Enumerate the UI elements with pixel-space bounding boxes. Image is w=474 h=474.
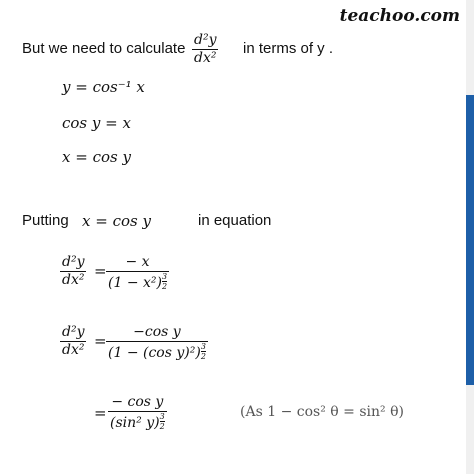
eq3-rhs-fraction (108, 394, 167, 432)
eq3-equals: = (94, 404, 107, 422)
eq2-rhs-num: −cos y (133, 324, 181, 340)
intro-text-before: But we need to calculate (22, 40, 186, 57)
eq3-exponent-num: 3 (159, 412, 165, 421)
eq1-lhs-fraction (60, 254, 86, 289)
eq2-lhs-fraction (60, 324, 86, 359)
step-line-3: x = cos y (62, 148, 131, 166)
intro-fraction (192, 32, 218, 67)
teachoo-logo: teachoo.com (339, 6, 460, 26)
eq2-rhs-fraction (106, 324, 208, 362)
intro-fraction-den: dx² (194, 50, 217, 66)
step-line-1: y = cos⁻¹ x (62, 78, 145, 96)
eq1-rhs-num: − x (125, 254, 150, 270)
side-accent-bar (466, 95, 474, 385)
intro-fraction-num: d²y (194, 32, 217, 48)
eq1-rhs-den-base: (1 − x²) (108, 275, 162, 291)
eq3-rhs-den (108, 411, 167, 432)
identity-note: (As 1 − cos² θ = sin² θ) (240, 404, 404, 420)
eq2-lhs-den: dx² (62, 342, 85, 358)
putting-prefix: Putting (22, 212, 69, 229)
eq1-equals: = (94, 262, 107, 280)
eq3-exponent-den: 2 (159, 422, 165, 431)
eq2-lhs-num: d²y (62, 324, 85, 340)
eq3-rhs-den-base: (sin² y) (110, 415, 160, 431)
eq2-equals: = (94, 332, 107, 350)
eq1-exponent-num: 3 (161, 272, 168, 281)
eq2-exponent-num: 3 (200, 342, 206, 351)
eq1-rhs-fraction (106, 254, 169, 292)
eq1-exponent-den: 2 (161, 282, 168, 291)
eq3-exponent (160, 412, 165, 431)
eq1-lhs-den: dx² (62, 272, 85, 288)
eq2-exponent (201, 342, 206, 361)
eq1-lhs-num: d²y (62, 254, 85, 270)
putting-expression: x = cos y (82, 212, 151, 230)
intro-text-after: in terms of y . (243, 40, 334, 57)
eq1-exponent (162, 272, 167, 291)
putting-suffix: in equation (198, 212, 272, 229)
eq1-rhs-den (106, 271, 169, 292)
eq3-rhs-num: − cos y (111, 394, 164, 410)
eq2-rhs-den-base: (1 − (cos y)²) (108, 345, 201, 361)
step-line-2: cos y = x (62, 114, 131, 132)
eq2-rhs-den (106, 341, 208, 362)
eq2-exponent-den: 2 (200, 352, 206, 361)
